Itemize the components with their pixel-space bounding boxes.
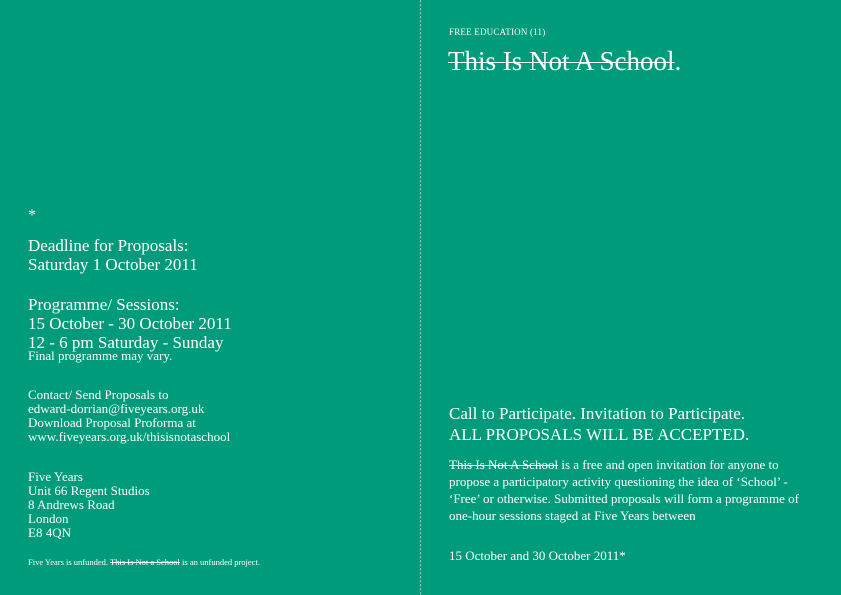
address-line: 8 Andrews Road <box>28 497 115 512</box>
address-line: Unit 66 Regent Studios <box>28 483 150 498</box>
contact-heading: Contact/ Send Proposals to <box>28 387 169 402</box>
programme-times: 12 - 6 pm Saturday - Sunday <box>28 333 224 352</box>
download-url[interactable]: www.fiveyears.org.uk/thisisnotaschool <box>28 429 231 444</box>
address-line: Five Years <box>28 469 83 484</box>
programme-heading: Programme/ Sessions: <box>28 295 180 314</box>
footer-note <box>28 557 260 567</box>
left-panel <box>0 0 420 595</box>
call-line-1: Call to Participate. Invitation to Participate. <box>449 404 746 423</box>
body-paragraph <box>449 456 821 524</box>
address-line: London <box>28 511 69 526</box>
programme-dates: 15 October - 30 October 2011 <box>28 314 232 333</box>
right-panel <box>421 0 841 595</box>
title-period: . <box>674 46 682 76</box>
body-text: is a free and open invitation for anyone to propose a participatory activity questioning the idea of ‘School’ - ‘Free’ or otherwise. Submitted proposals will form a programme of one-hour sessions staged at Five Years between <box>449 457 799 523</box>
address-line: E8 4QN <box>28 525 71 540</box>
session-dates: 15 October and 30 October 2011* <box>449 548 626 563</box>
call-line-2: ALL PROPOSALS WILL BE ACCEPTED. <box>449 425 750 444</box>
footer-struck-title: This Is Not a School <box>110 557 180 567</box>
contact-email[interactable]: edward-dorrian@fiveyears.org.uk <box>28 401 205 416</box>
deadline-heading: Deadline for Proposals: <box>28 236 189 255</box>
kicker: FREE EDUCATION (11) <box>449 27 546 37</box>
body-struck-title: This Is Not A School <box>449 457 559 472</box>
deadline-date: Saturday 1 October 2011 <box>28 255 198 274</box>
asterisk: * <box>28 207 36 224</box>
programme-note: Final programme may vary. <box>28 348 173 363</box>
download-text: Download Proposal Proforma at <box>28 415 196 430</box>
title-struck: This Is Not A School <box>448 46 675 76</box>
page-title <box>448 45 681 77</box>
footer-prefix: Five Years is unfunded. <box>28 557 109 567</box>
call-to-participate <box>449 403 749 445</box>
footer-suffix: is an unfunded project. <box>182 557 260 567</box>
